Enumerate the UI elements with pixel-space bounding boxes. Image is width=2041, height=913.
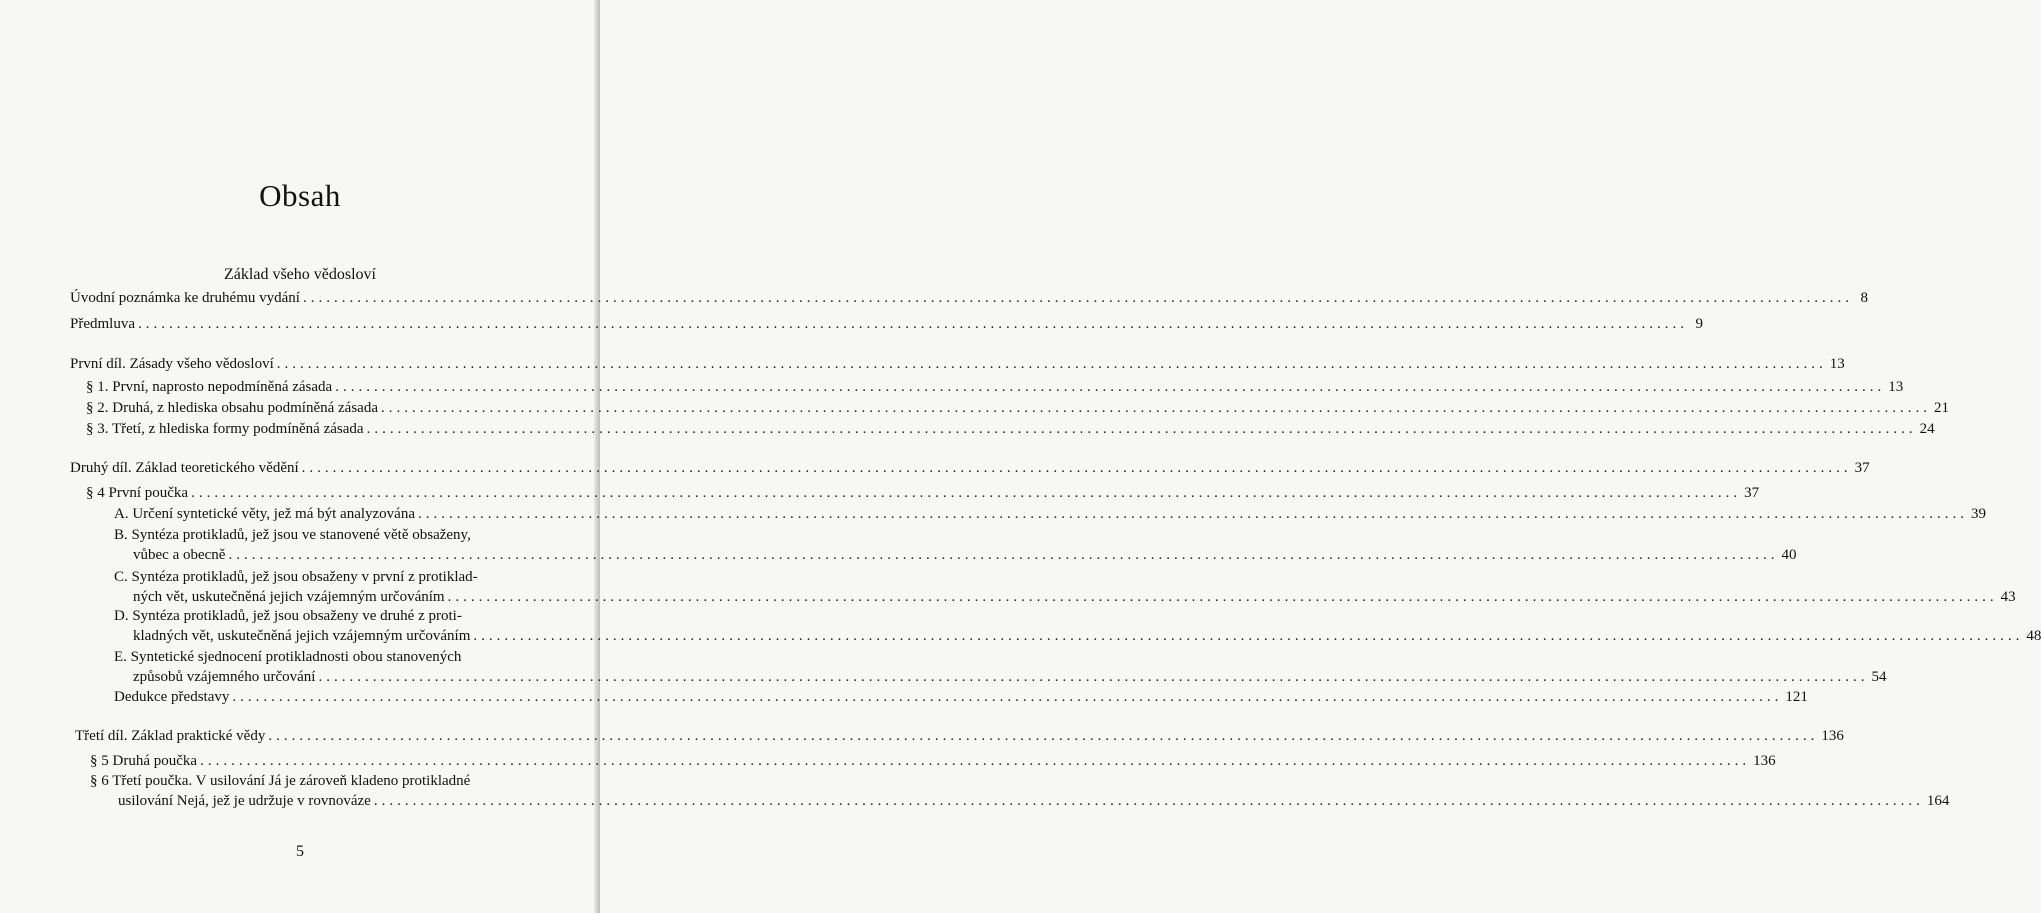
toc-entry[interactable] [70, 289, 1868, 308]
toc-entry-label: Třetí díl. Základ praktické vědy [75, 728, 266, 744]
toc-entry[interactable] [133, 588, 2016, 607]
toc-entry-page: 136 [1753, 753, 1776, 769]
toc-leader-dots: ........................................................................................................................................................................................................ [268, 728, 1819, 744]
toc-leader-dots: ........................................................................................................................................................................................................ [138, 316, 1688, 332]
toc-leader-dots: ........................................................................................................................................................................................................ [232, 689, 1783, 705]
toc-entry-label: vůbec a obecně [133, 547, 226, 563]
toc-leader-dots: ........................................................................................................................................................................................................ [276, 356, 1827, 372]
toc-entry-page: 24 [1919, 421, 1935, 437]
toc-leader-dots: ........................................................................................................................................................................................................ [418, 506, 1968, 522]
toc-entry[interactable] [114, 505, 1986, 524]
toc-entry-label: usilování Nejá, jež je udržuje v rovnováze [118, 793, 371, 809]
toc-leader-dots: ........................................................................................................................................................................................................ [200, 753, 1751, 769]
toc-entry-first-line: § 6 Třetí poučka. V usilování Já je zároveň kladeno protikladné [90, 773, 471, 789]
toc-entry-label: § 4 První poučka [86, 485, 189, 501]
toc-entry-page: 40 [1781, 547, 1797, 563]
section-subtitle: Základ všeho vědosloví [224, 266, 376, 283]
toc-leader-dots: ........................................................................................................................................................................................................ [447, 589, 1998, 605]
toc-entry-first-line: B. Syntéza protikladů, jež jsou ve stanovené větě obsaženy, [114, 527, 471, 543]
toc-entry-page: 54 [1871, 669, 1887, 685]
toc-entry[interactable] [118, 792, 1950, 811]
toc-entry-page: 21 [1934, 400, 1949, 416]
toc-entry[interactable] [133, 627, 2041, 646]
toc-leader-dots: ........................................................................................................................................................................................................ [335, 379, 1886, 395]
toc-leader-dots: ........................................................................................................................................................................................................ [373, 793, 1924, 809]
toc-entry-label: ných vět, uskutečněná jejich vzájemným určováním [133, 589, 445, 605]
toc-entry-page: 136 [1821, 728, 1844, 744]
toc-leader-dots: ........................................................................................................................................................................................................ [381, 400, 1931, 416]
toc-entry-first-line: E. Syntetické sjednocení protikladnosti obou stanovených [114, 649, 462, 665]
toc-entry-page: 43 [2000, 589, 2016, 605]
toc-entry-label: Dedukce představy [114, 689, 230, 705]
toc-entry-label: Předmluva [70, 316, 135, 332]
toc-entry[interactable] [114, 688, 1808, 707]
toc-entry-page: 48 [2026, 628, 2041, 644]
toc-leader-dots: ........................................................................................................................................................................................................ [473, 628, 2024, 644]
toc-entry-label: Úvodní poznámka ke druhému vydání [70, 290, 300, 306]
toc-entry[interactable] [86, 378, 1904, 397]
toc-leader-dots: ........................................................................................................................................................................................................ [366, 421, 1917, 437]
toc-entry-label: způsobů vzájemného určování [133, 669, 316, 685]
toc-entry-label: § 2. Druhá, z hlediska obsahu podmíněná zásada [86, 400, 378, 416]
toc-entry[interactable] [75, 727, 1844, 746]
toc-entry-page: 39 [1971, 506, 1986, 522]
toc-entry-page: 13 [1829, 356, 1845, 372]
toc-entry-page: 37 [1854, 460, 1870, 476]
toc-entry[interactable] [70, 355, 1845, 374]
toc-leader-dots: ........................................................................................................................................................................................................ [302, 290, 1853, 306]
toc-leader-dots: ........................................................................................................................................................................................................ [228, 547, 1779, 563]
toc-entry-first-line: C. Syntéza protikladů, jež jsou obsaženy v první z protiklad- [114, 569, 478, 585]
toc-entry-page: 13 [1888, 379, 1904, 395]
toc-entry-page: 121 [1785, 689, 1808, 705]
toc-entry-page: 9 [1695, 316, 1703, 332]
toc-leader-dots: ........................................................................................................................................................................................................ [301, 460, 1852, 476]
toc-entry-page: 164 [1926, 793, 1950, 809]
toc-entry[interactable] [86, 399, 1949, 418]
toc-entry[interactable] [86, 420, 1935, 439]
toc-entry-label: První díl. Zásady všeho vědosloví [70, 356, 274, 372]
toc-entry[interactable] [133, 668, 1887, 687]
toc-entry-label: § 5 Druhá poučka [90, 753, 198, 769]
toc-entry[interactable] [90, 752, 1776, 771]
toc-entry-label: kladných vět, uskutečněná jejich vzájemným určováním [133, 628, 471, 644]
toc-entry-label: § 3. Třetí, z hlediska formy podmíněná zásada [86, 421, 364, 437]
toc-entry[interactable] [70, 459, 1870, 478]
page-title: Obsah [259, 178, 341, 213]
toc-entry[interactable] [133, 546, 1797, 565]
toc-leader-dots: ........................................................................................................................................................................................................ [318, 669, 1869, 685]
toc-entry-first-line: D. Syntéza protikladů, jež jsou obsaženy ve druhé z proti- [114, 608, 462, 624]
toc-entry[interactable] [86, 484, 1760, 503]
toc-entry-page: 37 [1744, 485, 1760, 501]
toc-leader-dots: ........................................................................................................................................................................................................ [191, 485, 1742, 501]
toc-entry[interactable] [70, 315, 1703, 334]
toc-entry-page: 8 [1860, 290, 1868, 306]
toc-entry-label: Druhý díl. Základ teoretického vědění [70, 460, 299, 476]
toc-entry-label: A. Určení syntetické věty, jež má být analyzována [114, 506, 415, 522]
page-number: 5 [296, 843, 304, 860]
toc-entry-label: § 1. První, naprosto nepodmíněná zásada [86, 379, 333, 395]
